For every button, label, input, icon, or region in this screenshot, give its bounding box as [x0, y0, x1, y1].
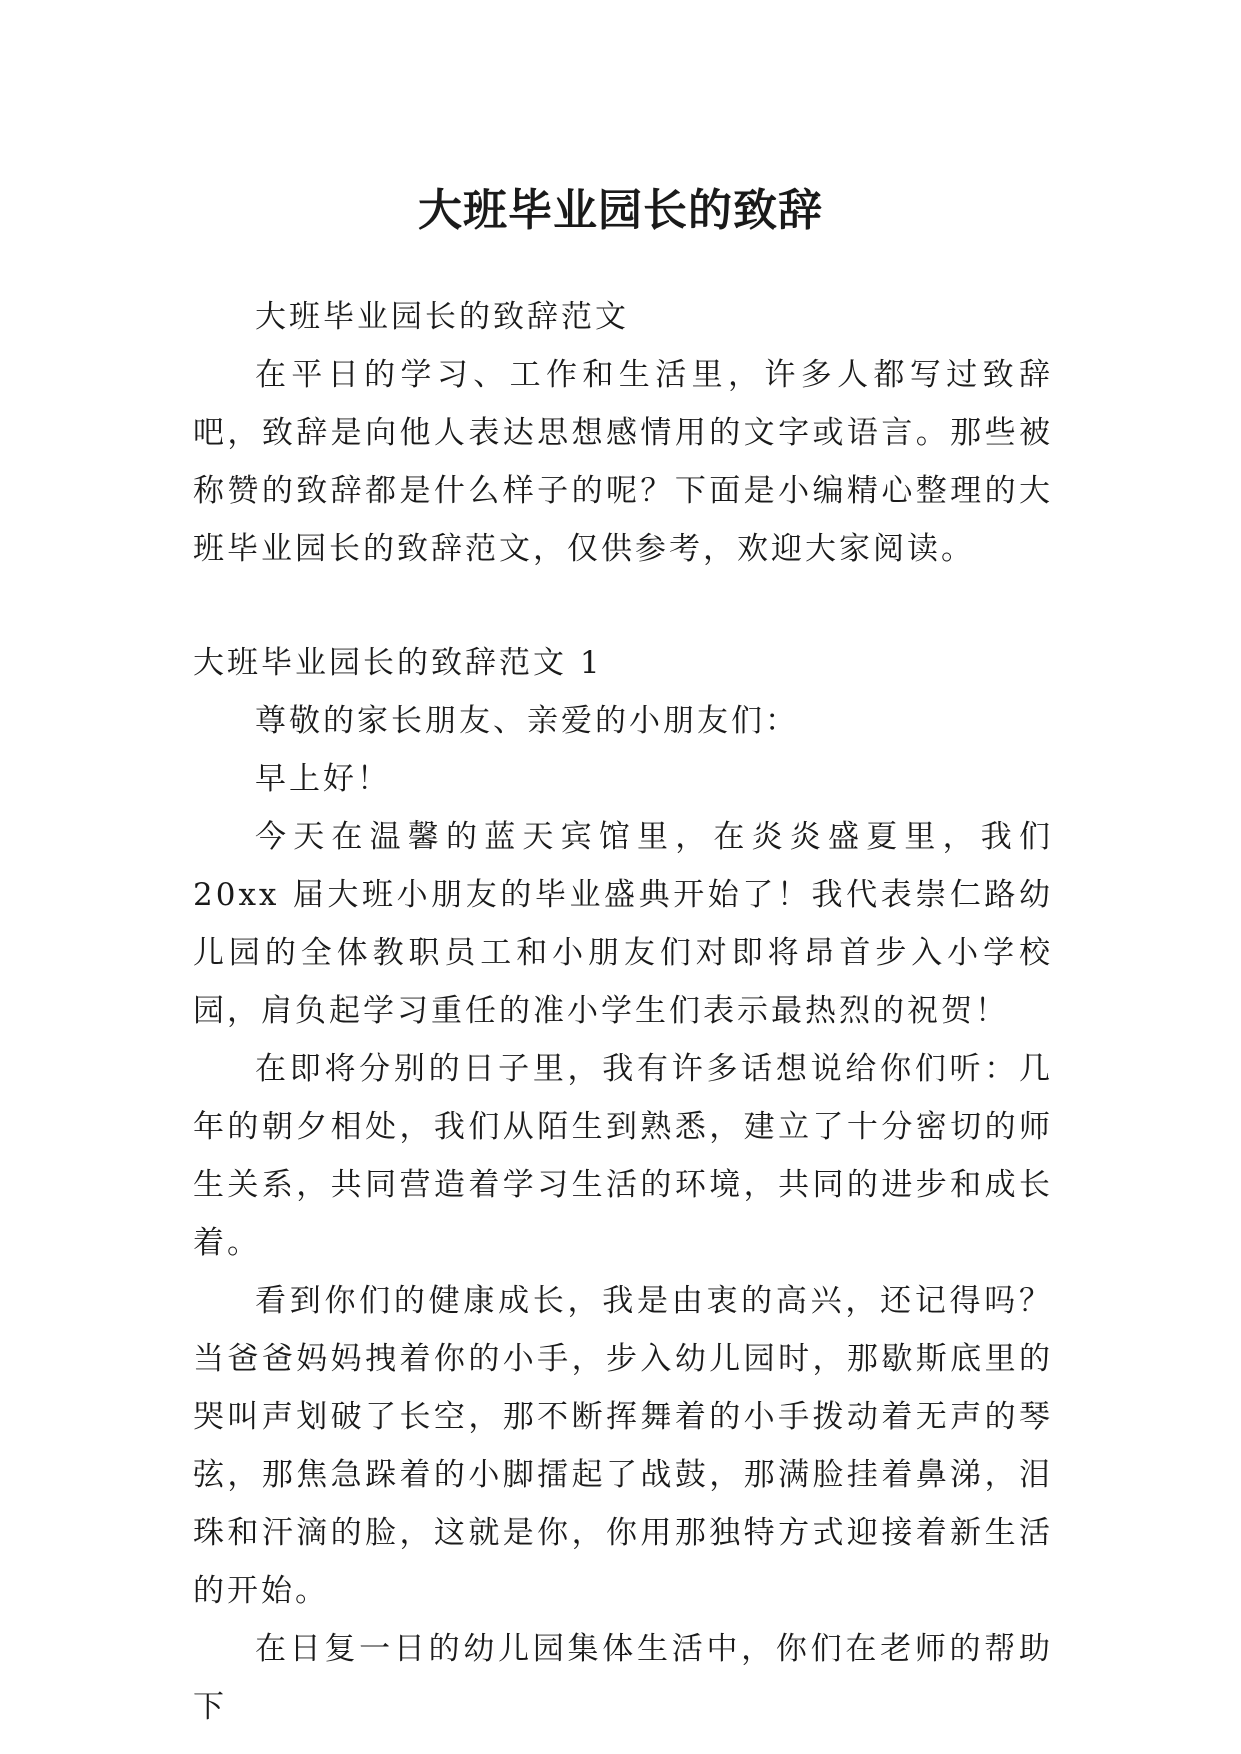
document-title: 大班毕业园长的致辞: [418, 185, 823, 237]
salutation: 尊敬的家长朋友、亲爱的小朋友们：: [255, 703, 799, 739]
body-paragraph: 今天在温馨的蓝天宾馆里，在炎炎盛夏里，我们 20xx 届大班小朋友的毕业盛典开始了！我代表崇仁路幼儿园的全体教职员工和小朋友们对即将昂首步入小学校园，肩负起学习重任的准小学生们表示最热烈的祝贺！: [193, 819, 1053, 1029]
intro-paragraph: 在平日的学习、工作和生活里，许多人都写过致辞吧，致辞是向他人表达思想感情用的文字或语言。那些被称赞的致辞都是什么样子的呢？下面是小编精心整理的大班毕业园长的致辞范文，仅供参考，欢迎大家阅读。: [193, 357, 1053, 567]
intro-section: [193, 288, 1053, 578]
section-heading: 大班毕业园长的致辞范文 1: [193, 645, 603, 681]
intro-subtitle: 大班毕业园长的致辞范文: [255, 299, 629, 335]
section-1: [193, 634, 1053, 1736]
body-paragraph: 在日复一日的幼儿园集体生活中，你们在老师的帮助下: [193, 1631, 1053, 1725]
greeting: 早上好！: [255, 761, 391, 797]
body-paragraph: 看到你们的健康成长，我是由衷的高兴，还记得吗？当爸爸妈妈拽着你的小手，步入幼儿园时，那歇斯底里的哭叫声划破了长空，那不断挥舞着的小手拨动着无声的琴弦，那焦急跺着的小脚擂起了战鼓，那满脸挂着鼻涕，泪珠和汗滴的脸，这就是你，你用那独特方式迎接着新生活的开始。: [193, 1283, 1053, 1609]
body-paragraph: 在即将分别的日子里，我有许多话想说给你们听：几年的朝夕相处，我们从陌生到熟悉，建立了十分密切的师生关系，共同营造着学习生活的环境，共同的进步和成长着。: [193, 1051, 1053, 1261]
